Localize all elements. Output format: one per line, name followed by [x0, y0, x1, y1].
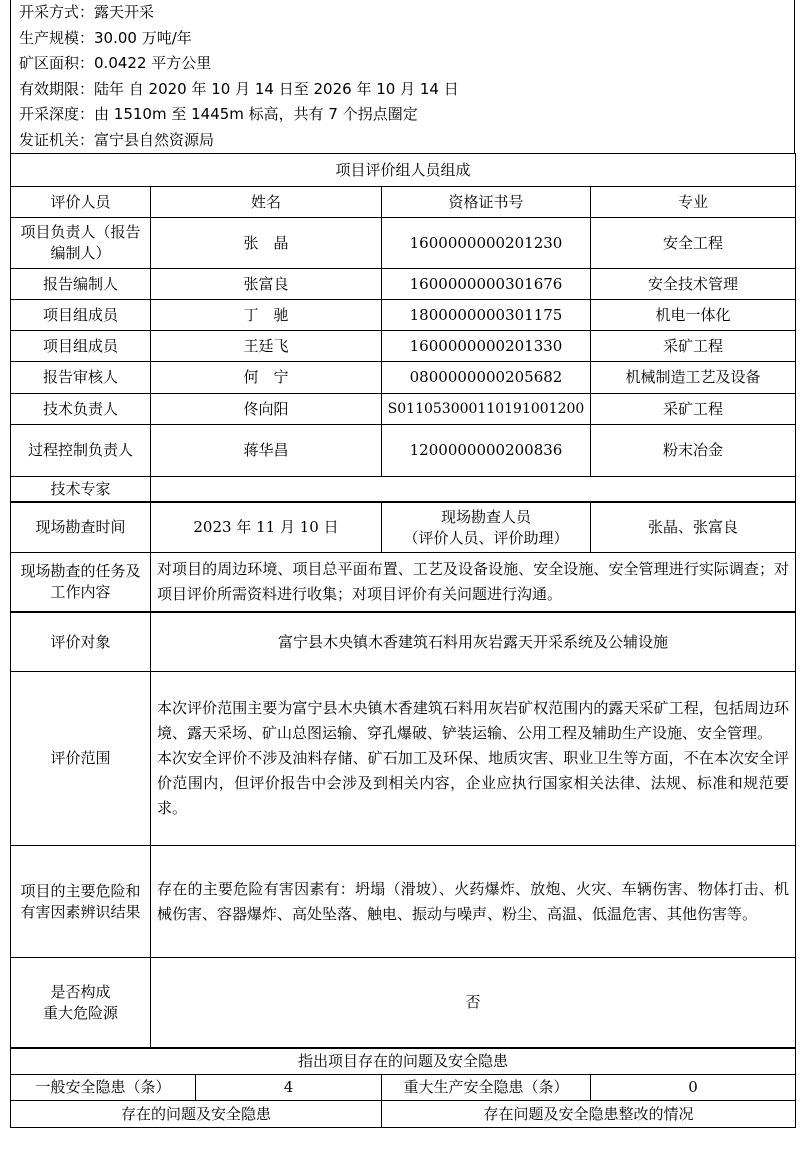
- survey-people-value: 张晶、张富良: [591, 503, 796, 553]
- table-row: [11, 425, 796, 477]
- name-cell: 张 晶: [151, 218, 382, 269]
- evaluation-table: [10, 612, 796, 1048]
- role-cell: 项目组成员: [11, 331, 151, 362]
- name-cell: 佟向阳: [151, 394, 382, 425]
- eval-scope-value: [151, 672, 796, 846]
- table-row: [11, 218, 796, 269]
- header-cert: 资格证书号: [382, 187, 591, 218]
- role-cell: 过程控制负责人: [11, 425, 151, 477]
- info-mining-depth: 开采深度：由 1510m 至 1445m 标高，共有 7 个拐点圈定: [19, 105, 418, 123]
- table-row: [11, 331, 796, 362]
- info-mine-area: 矿区面积：0.0422 平方公里: [19, 54, 212, 72]
- hazards-title: 指出项目存在的问题及安全隐患: [11, 1049, 796, 1075]
- mine-info-block: [10, 0, 795, 153]
- survey-table: [10, 502, 796, 612]
- info-mining-method: 开采方式：露天开采: [19, 3, 155, 21]
- cert-cell: 1600000000201330: [382, 331, 591, 362]
- cert-cell: 1600000000301676: [382, 269, 591, 300]
- col-problems-header: 存在的问题及安全隐患: [11, 1101, 382, 1128]
- eval-scope-label: 评价范围: [11, 672, 151, 846]
- cert-cell: 1200000000200836: [382, 425, 591, 477]
- general-hazard-count: 4: [196, 1075, 382, 1101]
- general-hazard-label: 一般安全隐患（条）: [11, 1075, 196, 1101]
- hazard-label: 项目的主要危险和有害因素辨识结果: [11, 846, 151, 958]
- table-row: [11, 269, 796, 300]
- name-cell: 丁 驰: [151, 300, 382, 331]
- header-major: 专业: [591, 187, 796, 218]
- role-cell: 项目负责人（报告编制人）: [11, 218, 151, 269]
- hazard-value: 存在的主要危险有害因素有：坍塌（滑坡）、火药爆炸、放炮、火灾、车辆伤害、物体打击、机械伤害、容器爆炸、高处坠落、触电、振动与噪声、粉尘、高温、低温危害、其他伤害等。: [151, 846, 796, 958]
- major-hazard-count-label: 重大生产安全隐患（条）: [382, 1075, 591, 1101]
- expert-value: [151, 477, 796, 502]
- header-name: 姓名: [151, 187, 382, 218]
- scope-paragraph-1: 本次评价范围主要为富宁县木央镇木香建筑石料用灰岩矿权范围内的露天采矿工程，包括周边环境、露天采场、矿山总图运输、穿孔爆破、铲装运输、公用工程及辅助生产设施、安全管理。: [157, 699, 789, 742]
- cert-cell: 1600000000201230: [382, 218, 591, 269]
- name-cell: 蒋华昌: [151, 425, 382, 477]
- header-role: 评价人员: [11, 187, 151, 218]
- name-cell: 王廷飞: [151, 331, 382, 362]
- info-issuing-authority: 发证机关：富宁县自然资源局: [19, 130, 215, 149]
- role-cell: 项目组成员: [11, 300, 151, 331]
- survey-time-label: 现场勘查时间: [11, 503, 151, 553]
- major-cell: 机械制造工艺及设备: [591, 362, 796, 394]
- info-validity: 有效期限：陆年 自 2020 年 10 月 14 日至 2026 年 10 月 14 日: [19, 79, 459, 98]
- table-row: [11, 300, 796, 331]
- hazards-table: [10, 1048, 796, 1128]
- major-hazard-label: 是否构成 重大危险源: [11, 958, 151, 1048]
- role-cell: 报告编制人: [11, 269, 151, 300]
- survey-people-label: 现场勘查人员 （评价人员、评价助理）: [382, 503, 591, 553]
- major-cell: 机电一体化: [591, 300, 796, 331]
- col-rectify-header: 存在问题及安全隐患整改的情况: [382, 1101, 796, 1128]
- major-cell: 采矿工程: [591, 331, 796, 362]
- cert-cell: 1800000000301175: [382, 300, 591, 331]
- major-cell: 采矿工程: [591, 394, 796, 425]
- major-cell: 安全技术管理: [591, 269, 796, 300]
- role-cell: 报告审核人: [11, 362, 151, 394]
- name-cell: 张富良: [151, 269, 382, 300]
- eval-object-value: 富宁县木央镇木香建筑石料用灰岩露天开采系统及公辅设施: [151, 613, 796, 672]
- expert-label: 技术专家: [11, 477, 151, 502]
- scope-paragraph-2: 本次安全评价不涉及油料存储、矿石加工及环保、地质灾害、职业卫生等方面，不在本次安全评价范围内，但评价报告中会涉及到相关内容，企业应执行国家相关法律、法规、标准和规范要求。: [157, 749, 789, 817]
- cert-cell: 0800000000205682: [382, 362, 591, 394]
- cert-cell: S011053000110191001200: [382, 394, 591, 425]
- team-table: [10, 153, 796, 502]
- table-row: [11, 362, 796, 394]
- major-hazard-value: 否: [151, 958, 796, 1048]
- major-cell: 粉末冶金: [591, 425, 796, 477]
- survey-task-label: 现场勘查的任务及工作内容: [11, 553, 151, 612]
- survey-task-value: 对项目的周边环境、项目总平面布置、工艺及设备设施、安全设施、安全管理进行实际调查；对项目评价所需资料进行收集；对项目评价有关问题进行沟通。: [151, 553, 796, 612]
- major-cell: 安全工程: [591, 218, 796, 269]
- major-hazard-count: 0: [591, 1075, 796, 1101]
- team-title: 项目评价组人员组成: [11, 154, 796, 187]
- name-cell: 何 宁: [151, 362, 382, 394]
- table-row: [11, 394, 796, 425]
- info-production-scale: 生产规模：30.00 万吨/年: [19, 28, 192, 47]
- report-page: [10, 0, 795, 1128]
- eval-object-label: 评价对象: [11, 613, 151, 672]
- role-cell: 技术负责人: [11, 394, 151, 425]
- survey-time-value: 2023 年 11 月 10 日: [151, 503, 382, 553]
